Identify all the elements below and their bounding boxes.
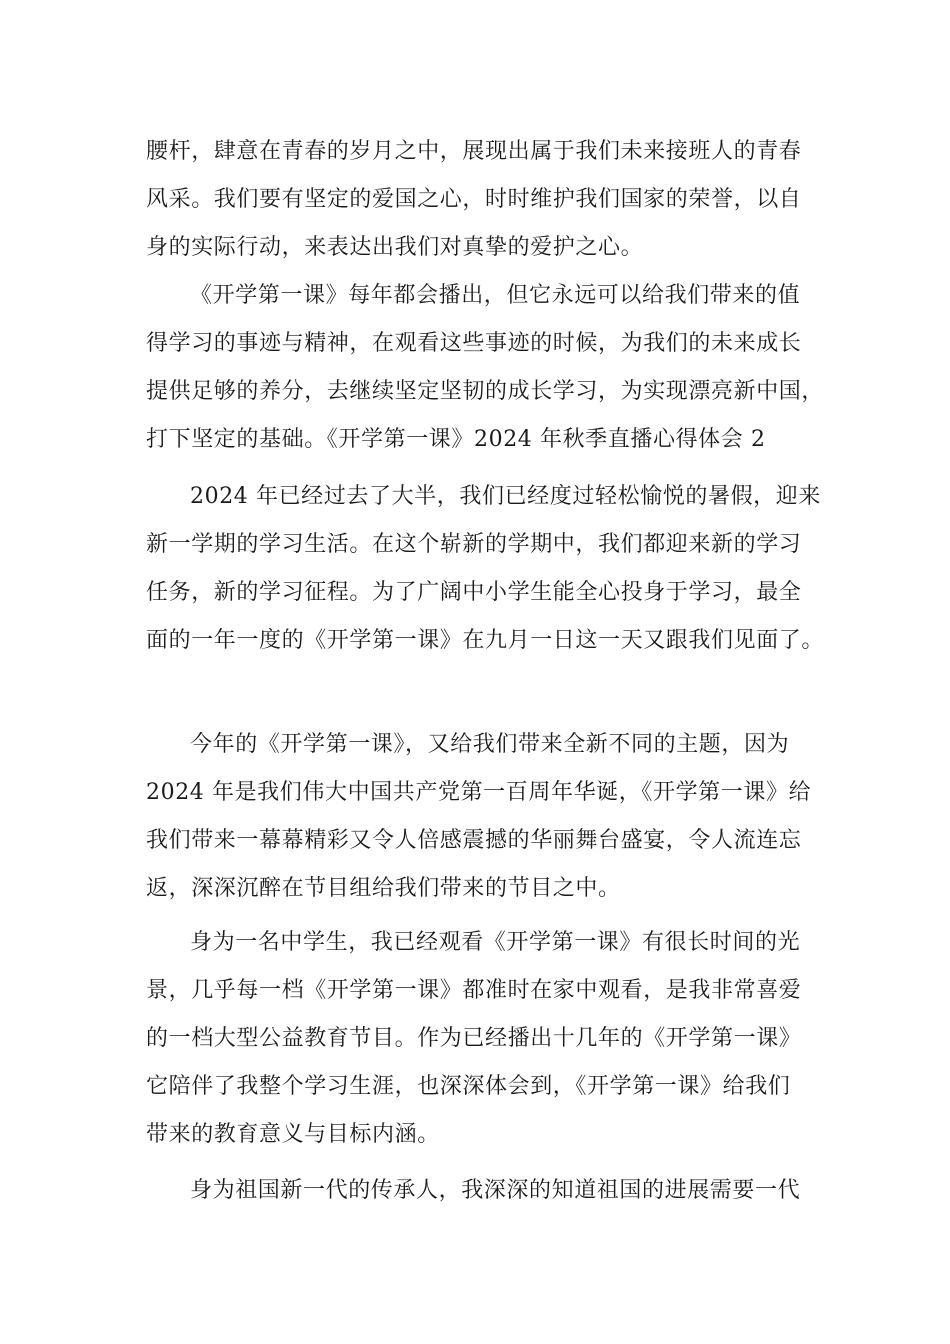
text-line: 腰杆，肆意在青春的岁月之中，展现出属于我们未来接班人的青春 [146, 139, 802, 164]
text-line: 打下坚定的基础。《开学第一课》2024 年秋季直播心得体会 2 [146, 427, 766, 452]
text-line: 任务，新的学习征程。为了广阔中小学生能全心投身于学习，最全 [146, 580, 802, 605]
text-line: 面的一年一度的《开学第一课》在九月一日这一天又跟我们见面了。 [146, 628, 825, 653]
paragraph-first-line: 身为祖国新一代的传承人，我深深的知道祖国的进展需要一代 [190, 1178, 801, 1203]
text-line: 风采。我们要有坚定的爱国之心，时时维护我们国家的荣誉，以自 [146, 187, 802, 212]
text-line: 返，深深沉醉在节目组给我们带来的节目之中。 [146, 876, 621, 901]
text-line: 带来的教育意义与目标内涵。 [146, 1122, 440, 1147]
text-line: 的一档大型公益教育节目。作为已经播出十几年的《开学第一课》 [146, 1026, 802, 1051]
paragraph-first-line: 身为一名中学生，我已经观看《开学第一课》有很长时间的光 [190, 930, 801, 955]
text-line: 新一学期的学习生活。在这个崭新的学期中，我们都迎来新的学习 [146, 532, 802, 557]
text-line: 得学习的事迹与精神，在观看这些事迹的时候，为我们的未来成长 [146, 331, 802, 356]
paragraph-first-line: 今年的《开学第一课》，又给我们带来全新不同的主题，因为 [190, 732, 790, 757]
text-line: 2024 年是我们伟大中国共产党第一百周年华诞，《开学第一课》给 [146, 780, 812, 805]
text-line: 景，几乎每一档《开学第一课》都准时在家中观看，是我非常喜爱 [146, 978, 802, 1003]
paragraph-first-line: 2024 年已经过去了大半，我们已经度过轻松愉悦的暑假，迎来 [190, 484, 821, 509]
paragraph-first-line: 《开学第一课》每年都会播出，但它永远可以给我们带来的值 [190, 283, 801, 308]
text-line: 它陪伴了我整个学习生涯，也深深体会到，《开学第一课》给我们 [146, 1074, 791, 1099]
text-line: 身的实际行动，来表达出我们对真挚的爱护之心。 [146, 235, 644, 260]
text-line: 提供足够的养分，去继续坚定坚韧的成长学习，为实现漂亮新中国， [146, 379, 825, 404]
text-line: 我们带来一幕幕精彩又令人倍感震撼的华丽舞台盛宴，令人流连忘 [146, 828, 802, 853]
